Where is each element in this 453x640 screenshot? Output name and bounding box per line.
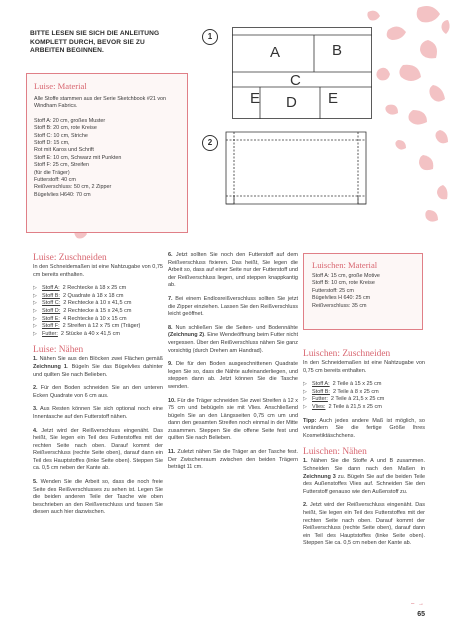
- diagram-label-b: B: [332, 42, 343, 59]
- luise-material-item: (für die Träger): [34, 169, 70, 176]
- step-text: Nähen Sie aus den Blöcken zwei Flächen gemäß: [37, 356, 163, 363]
- drawing-reference: (Zeichnung 2): [168, 332, 205, 339]
- step-1-marker: 1: [202, 29, 218, 45]
- list-item-text: 2 Rechtecke à 18 x 25 cm: [62, 285, 127, 292]
- list-item: [33, 285, 163, 293]
- diagram-label-e: E: [328, 90, 339, 107]
- step-text: Bei einem Endlosreißverschluss sollten Sie jetzt die Zipper einziehen. Lassen Sie den Reißverschluss leicht geöffnet.: [168, 295, 298, 318]
- step-paragraph: [168, 398, 298, 444]
- list-item: [33, 316, 163, 324]
- list-item-label: Stoff D:: [42, 307, 61, 314]
- column-left: [33, 252, 163, 523]
- luise-naehen-title: Luise: Nähen: [33, 345, 84, 356]
- triangle-icon: ▷: [33, 285, 37, 292]
- luise-material-item: Stoff B: 20 cm, rote Kreise: [34, 125, 97, 132]
- step-text: Nun schließen Sie die Seiten- und Bodennähte: [172, 324, 298, 331]
- step-text: Für den Boden schneiden Sie an den unteren Ecken Quadrate von 6 cm aus.: [33, 385, 163, 399]
- step-paragraph: [168, 296, 298, 319]
- list-item-text: 2 Teile à 21,5 x 25 cm: [328, 403, 382, 410]
- step-paragraph: [33, 406, 163, 421]
- luise-material-item: Rot mit Karos und Schrift: [34, 147, 94, 154]
- luise-material-item: Stoff F: 25 cm, Streifen: [34, 162, 90, 169]
- step-text: Zuletzt nähen Sie die Träger an der Tasche fest. Der Zwischenraum zwischen den beiden Trägern beträgt 11 cm.: [168, 449, 298, 471]
- step-2-marker: 2: [202, 135, 218, 151]
- list-item-label: Futter:: [42, 330, 58, 337]
- list-item-label: Stoff C:: [42, 300, 61, 307]
- step-number: 4.: [33, 427, 38, 434]
- list-item-text: 2 Quadrate à 18 x 18 cm: [62, 292, 124, 299]
- step-paragraph: [33, 356, 163, 379]
- list-item-label: Stoff F:: [42, 323, 60, 330]
- intro-notice: BITTE LESEN SIE SICH DIE ANLEITUNG KOMPLETT DURCH, BEVOR SIE ZU ARBEITEN BEGINNEN.: [30, 30, 160, 55]
- step-number: 1.: [33, 356, 38, 363]
- list-item: [303, 389, 425, 397]
- luise-zuschneiden-title: Luise: Zuschneiden: [33, 253, 107, 263]
- step-text: . Eine Wendeöffnung beim Futter nicht vergessen. Über den Reißverschluss nähen Sie ganz vorsichtig (durch Drehen am Handrad).: [168, 332, 298, 354]
- step-text: zu. Bügeln Sie auf die beiden Teile des Außenstoffes Vlies auf. Schneiden Sie den Futterstoff genauso wie den Außenstoff zu.: [303, 473, 426, 495]
- luise-material-item: Futterstoff: 40 cm: [34, 177, 76, 184]
- list-item-text: 2 Rechtecke à 10 x 41,5 cm: [63, 300, 132, 307]
- list-item-text: 2 Streifen à 12 x 75 cm (Träger): [62, 323, 141, 330]
- step-number: 9.: [168, 361, 173, 368]
- drawing-1: [232, 27, 372, 119]
- list-item: [33, 308, 163, 316]
- step-text: Nähen Sie die Stoffe A und B zusammen. Schneiden Sie dann nach den Maßen in: [303, 458, 425, 472]
- luise-material-item: Stoff A: 20 cm, großes Muster: [34, 117, 106, 124]
- luise-material-item: Reißverschluss: 50 cm, 2 Zipper: [34, 184, 112, 191]
- continue-arrow-icon: – →: [410, 601, 425, 607]
- step-paragraph: [168, 325, 298, 355]
- step-paragraph: [33, 385, 163, 400]
- luise-material-item: Stoff C: 10 cm, Striche: [34, 132, 88, 139]
- drawing-2: [216, 122, 376, 214]
- list-item-label: Stoff B:: [42, 292, 60, 299]
- luise-material-item: Bügelvlies H640: 70 cm: [34, 191, 91, 198]
- triangle-icon: ▷: [303, 396, 307, 403]
- luise-material-item: Stoff D: 15 cm,: [34, 140, 70, 147]
- triangle-icon: ▷: [33, 323, 37, 330]
- luischen-zuschneiden-intro: In den Schneidemaßen ist eine Nahtzugabe von 0,75 cm bereits enthalten.: [303, 360, 425, 374]
- drawing-reference: Zeichnung 1: [33, 363, 67, 370]
- list-item-text: 2 Teile à 21,5 x 25 cm: [330, 396, 385, 403]
- diagram-label-e: E: [250, 90, 261, 107]
- list-item-label: Stoff A:: [312, 381, 330, 388]
- luischen-material-item: Futterstoff: 25 cm: [312, 287, 354, 294]
- luise-material-intro: Alle Stoffe stammen aus der Serie Sketchbook #21 von Windham Fabrics.: [34, 96, 167, 110]
- diagram-label-a: A: [270, 44, 281, 61]
- list-item-text: 2 Stücke à 40 x 41,5 cm: [60, 330, 120, 337]
- list-item: [33, 300, 163, 308]
- step-paragraph: [168, 361, 298, 391]
- luischen-material-title: Luischen: Material: [312, 260, 378, 270]
- luise-cut-list: [33, 285, 163, 338]
- step-paragraph: [303, 458, 425, 496]
- list-item: [33, 331, 163, 339]
- luischen-material-item: Bügelvlies H 640: 25 cm: [312, 295, 371, 302]
- luise-material-box: [26, 73, 188, 233]
- luise-zuschneiden-intro: In den Schneidemaßen ist eine Nahtzugabe von 0,75 cm bereits enthalten.: [33, 264, 163, 278]
- step-number: 7.: [168, 295, 173, 302]
- tip-label: Tipp:: [303, 417, 317, 424]
- step-text: Die für den Boden ausgeschnittenen Quadrate legen Sie so, dass die Nähte aufeinanderliegen, und steppen dann ab. Jetzt können Sie die Tasche wenden.: [168, 361, 298, 390]
- luischen-naehen-title: Luischen: Nähen: [303, 447, 367, 458]
- drawing-reference: Zeichnung 3: [303, 473, 336, 480]
- list-item-label: Stoff E:: [42, 315, 60, 322]
- luischen-cut-list: [303, 381, 425, 411]
- step-text: . Bügeln Sie das Bügelvlies dahinter und quilten Sie nach Belieben.: [33, 363, 163, 378]
- list-item-text: 4 Rechtecke à 10 x 15 cm: [62, 315, 127, 322]
- luise-material-item: Stoff E: 10 cm, Schwarz mit Punkten: [34, 154, 122, 161]
- luise-material-title: Luise: Material: [34, 81, 87, 91]
- step-text: Wenden Sie die Arbeit so, dass die noch freie Seite des Reißverschlusses zu sehen ist. Legen Sie die beiden anderen Teile der Tasche wie oben beschrieben an den Reißverschluss und fassen Sie diesen auch hier dazwischen.: [33, 479, 163, 516]
- step-paragraph: [33, 479, 163, 517]
- step-number: 1.: [303, 458, 308, 465]
- step-number: 10.: [168, 397, 176, 404]
- triangle-icon: ▷: [33, 330, 37, 337]
- luischen-zuschneiden-title: Luischen: Zuschneiden: [303, 349, 391, 359]
- step-number: 2.: [303, 502, 308, 509]
- list-item-label: Stoff A:: [42, 285, 60, 292]
- tip-text: Auch jedes andere Maß ist möglich, so verändern Sie die fertige Größe Ihres Kosmetiktäschchens.: [303, 417, 425, 439]
- step-text: Jetzt wird der Reißverschluss eingenäht. Das heißt, Sie legen ein Teil des Futterstoffes mit der rechten Seite nach oben. Darauf kommt der Reißverschluss (rechte Seite oben), darauf dann ein Teil des Hauptstoffes (linke Seite oben). Steppen Sie ca. 0,5 cm neben der Kante ab.: [303, 502, 425, 547]
- luischen-material-item: Stoff B: 10 cm, rote Kreise: [312, 280, 375, 287]
- triangle-icon: ▷: [303, 381, 307, 388]
- step-number: 8.: [168, 324, 173, 331]
- list-item: [303, 404, 425, 412]
- page-number: 65: [417, 611, 425, 618]
- step-text: Aus Resten können Sie sich optional noch eine Innentasche auf den Futterstoff nähen.: [33, 406, 163, 420]
- triangle-icon: ▷: [303, 403, 307, 410]
- triangle-icon: ▷: [33, 307, 37, 314]
- column-middle: [168, 252, 298, 478]
- luischen-material-box: [303, 253, 423, 330]
- list-item: [303, 381, 425, 389]
- step-text: Jetzt wird der Reißverschluss eingenäht. Das heißt, Sie legen ein Teil des Futterstoffes mit der rechten Seite nach oben. Darauf kommt der Reißverschluss (rechte Seite oben), darauf dann ein Teil des Hauptstoffes (linke Seite oben). Steppen Sie ca. 0,5 cm neben der Kante ab.: [33, 427, 163, 472]
- step-paragraph: [303, 502, 425, 548]
- list-item: [33, 293, 163, 301]
- triangle-icon: ▷: [33, 292, 37, 299]
- step-number: 5.: [33, 479, 38, 486]
- step-paragraph: [168, 449, 298, 472]
- step-number: 3.: [33, 406, 38, 413]
- luischen-material-item: Reißverschluss: 35 cm: [312, 302, 367, 309]
- diagram-label-c: C: [290, 72, 301, 89]
- column-right: [303, 348, 425, 554]
- triangle-icon: ▷: [303, 388, 307, 395]
- list-item-text: 2 Teile à 15 x 25 cm: [332, 381, 382, 388]
- step-number: 2.: [33, 385, 38, 392]
- list-item-text: 2 Teile à 8 x 25 cm: [332, 388, 379, 395]
- luischen-material-item: Stoff A: 15 cm, große Motive: [312, 273, 380, 279]
- triangle-icon: ▷: [33, 315, 37, 322]
- tip-paragraph: [303, 418, 425, 441]
- step-number: 6.: [168, 252, 173, 258]
- list-item-text: 2 Rechtecke à 15 x 24,5 cm: [63, 307, 132, 314]
- step-paragraph: [33, 428, 163, 474]
- diagram-label-d: D: [286, 94, 297, 111]
- list-item-label: Stoff B:: [312, 388, 330, 395]
- list-item: [33, 323, 163, 331]
- step-number: 11.: [168, 449, 176, 456]
- step-text: Jetzt sollten Sie noch den Futterstoff auf dem Reißverschluss fixieren. Das heißt, Sie legen die Arbeit so, dass auf einer Seite nur der Futterstoff und der Reißverschluss liegen, und steppen knappkantig ab.: [168, 252, 298, 289]
- triangle-icon: ▷: [33, 300, 37, 307]
- list-item-label: Vlies:: [312, 403, 326, 410]
- step-text: Für die Träger schneiden Sie zwei Streifen à 12 x 75 cm und bebügeln sie mit Vlies. Anschließend bügeln Sie an den Längsseiten 0,75 cm um und dann den gesamten Streifen noch einmal in der Mitte zusammen. Steppen Sie die offene Seite fest und quilten Sie nach Belieben.: [168, 397, 298, 442]
- step-paragraph: [168, 252, 298, 290]
- list-item-label: Futter:: [312, 396, 328, 403]
- list-item: [303, 396, 425, 404]
